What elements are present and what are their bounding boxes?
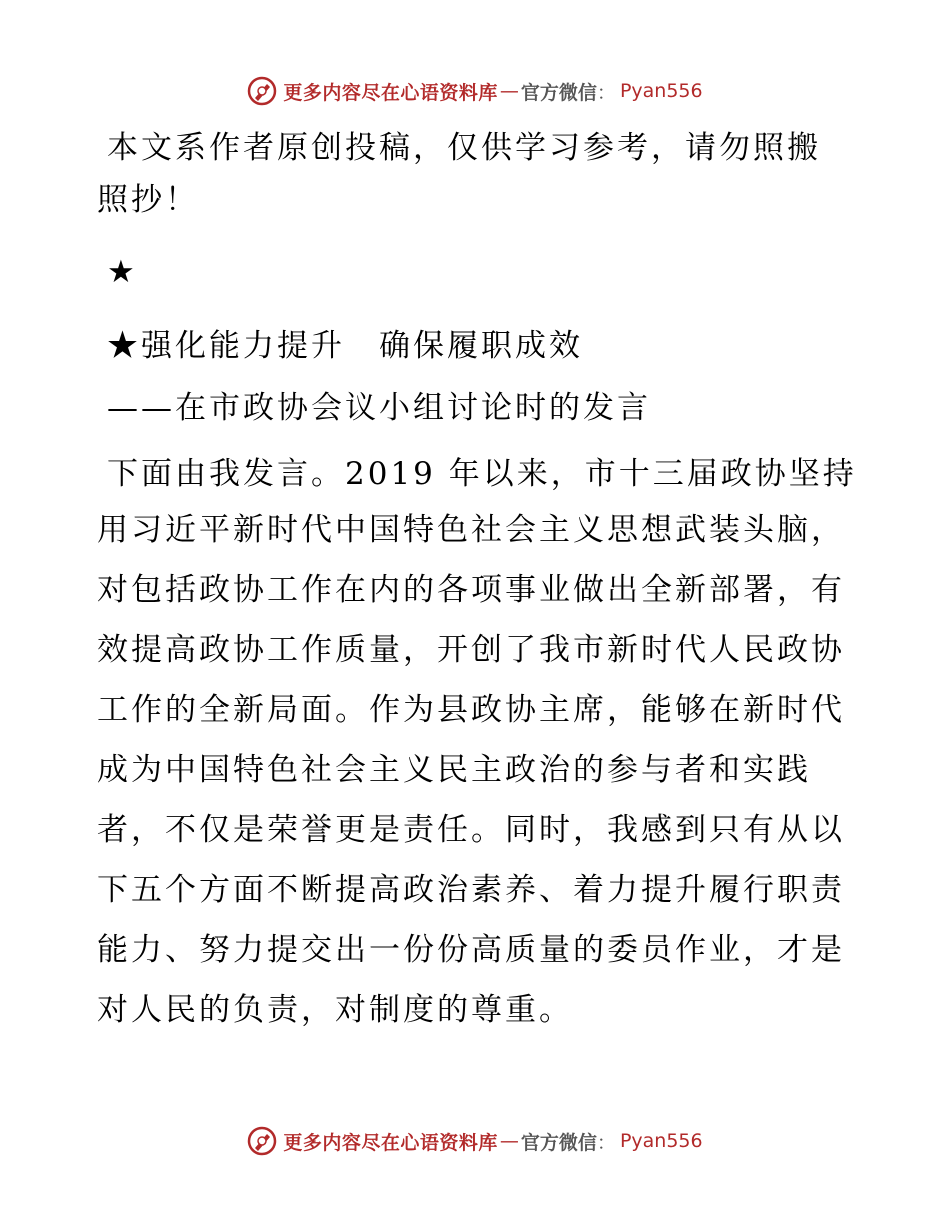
watermark-separator: — [499,1130,519,1152]
body-line: 成为中国特色社会主义民主政治的参与者和实践 [97,752,811,788]
document-body [97,122,857,1040]
page-title: ★强化能力提升 确保履职成效 [107,328,583,364]
title-paragraph [97,320,857,372]
watermark-separator: — [499,80,519,102]
body-line: 用习近平新时代中国特色社会主义思想武装头脑， [97,512,845,548]
body-line: 工作的全新局面。作为县政协主席，能够在新时代 [97,692,845,728]
body-line: 下面由我发言。2019 年以来，市十三届政协坚持 [107,456,857,492]
star-text: ★ [107,254,138,290]
pen-logo-icon [247,76,277,106]
watermark-colon: ： [596,1131,616,1154]
body-paragraph [97,448,857,1040]
body-line: 者，不仅是荣誉更是责任。同时，我感到只有从以 [97,812,845,848]
body-line: 效提高政协工作质量，开创了我市新时代人民政协 [97,632,845,668]
watermark-main-text: 更多内容尽在心语资料库 [283,81,498,104]
notice-line: 本文系作者原创投稿，仅供学习参考，请勿照搬 [107,130,821,166]
watermark-official-label: 官方微信 [520,1131,597,1154]
body-line: 下五个方面不断提高政治素养、着力提升履行职责 [97,872,845,908]
watermark-colon: ： [596,81,616,104]
body-line: 能力、努力提交出一份份高质量的委员作业，才是 [97,932,845,968]
body-line: 对人民的负责，对制度的尊重。 [97,992,573,1028]
footer-watermark [0,1123,950,1159]
notice-line: 照抄！ [97,182,199,218]
pen-logo-icon [247,1126,277,1156]
header-watermark [0,73,950,109]
watermark-wechat-id: Pyan556 [619,1130,703,1152]
star-line [97,246,857,298]
notice-paragraph [97,122,857,226]
page-subtitle: ——在市政协会议小组讨论时的发言 [107,390,651,426]
watermark-main-text: 更多内容尽在心语资料库 [283,1131,498,1154]
watermark-official-label: 官方微信 [520,81,597,104]
body-line: 对包括政协工作在内的各项事业做出全新部署，有 [97,572,845,608]
watermark-wechat-id: Pyan556 [619,80,703,102]
subtitle-paragraph [97,382,857,434]
